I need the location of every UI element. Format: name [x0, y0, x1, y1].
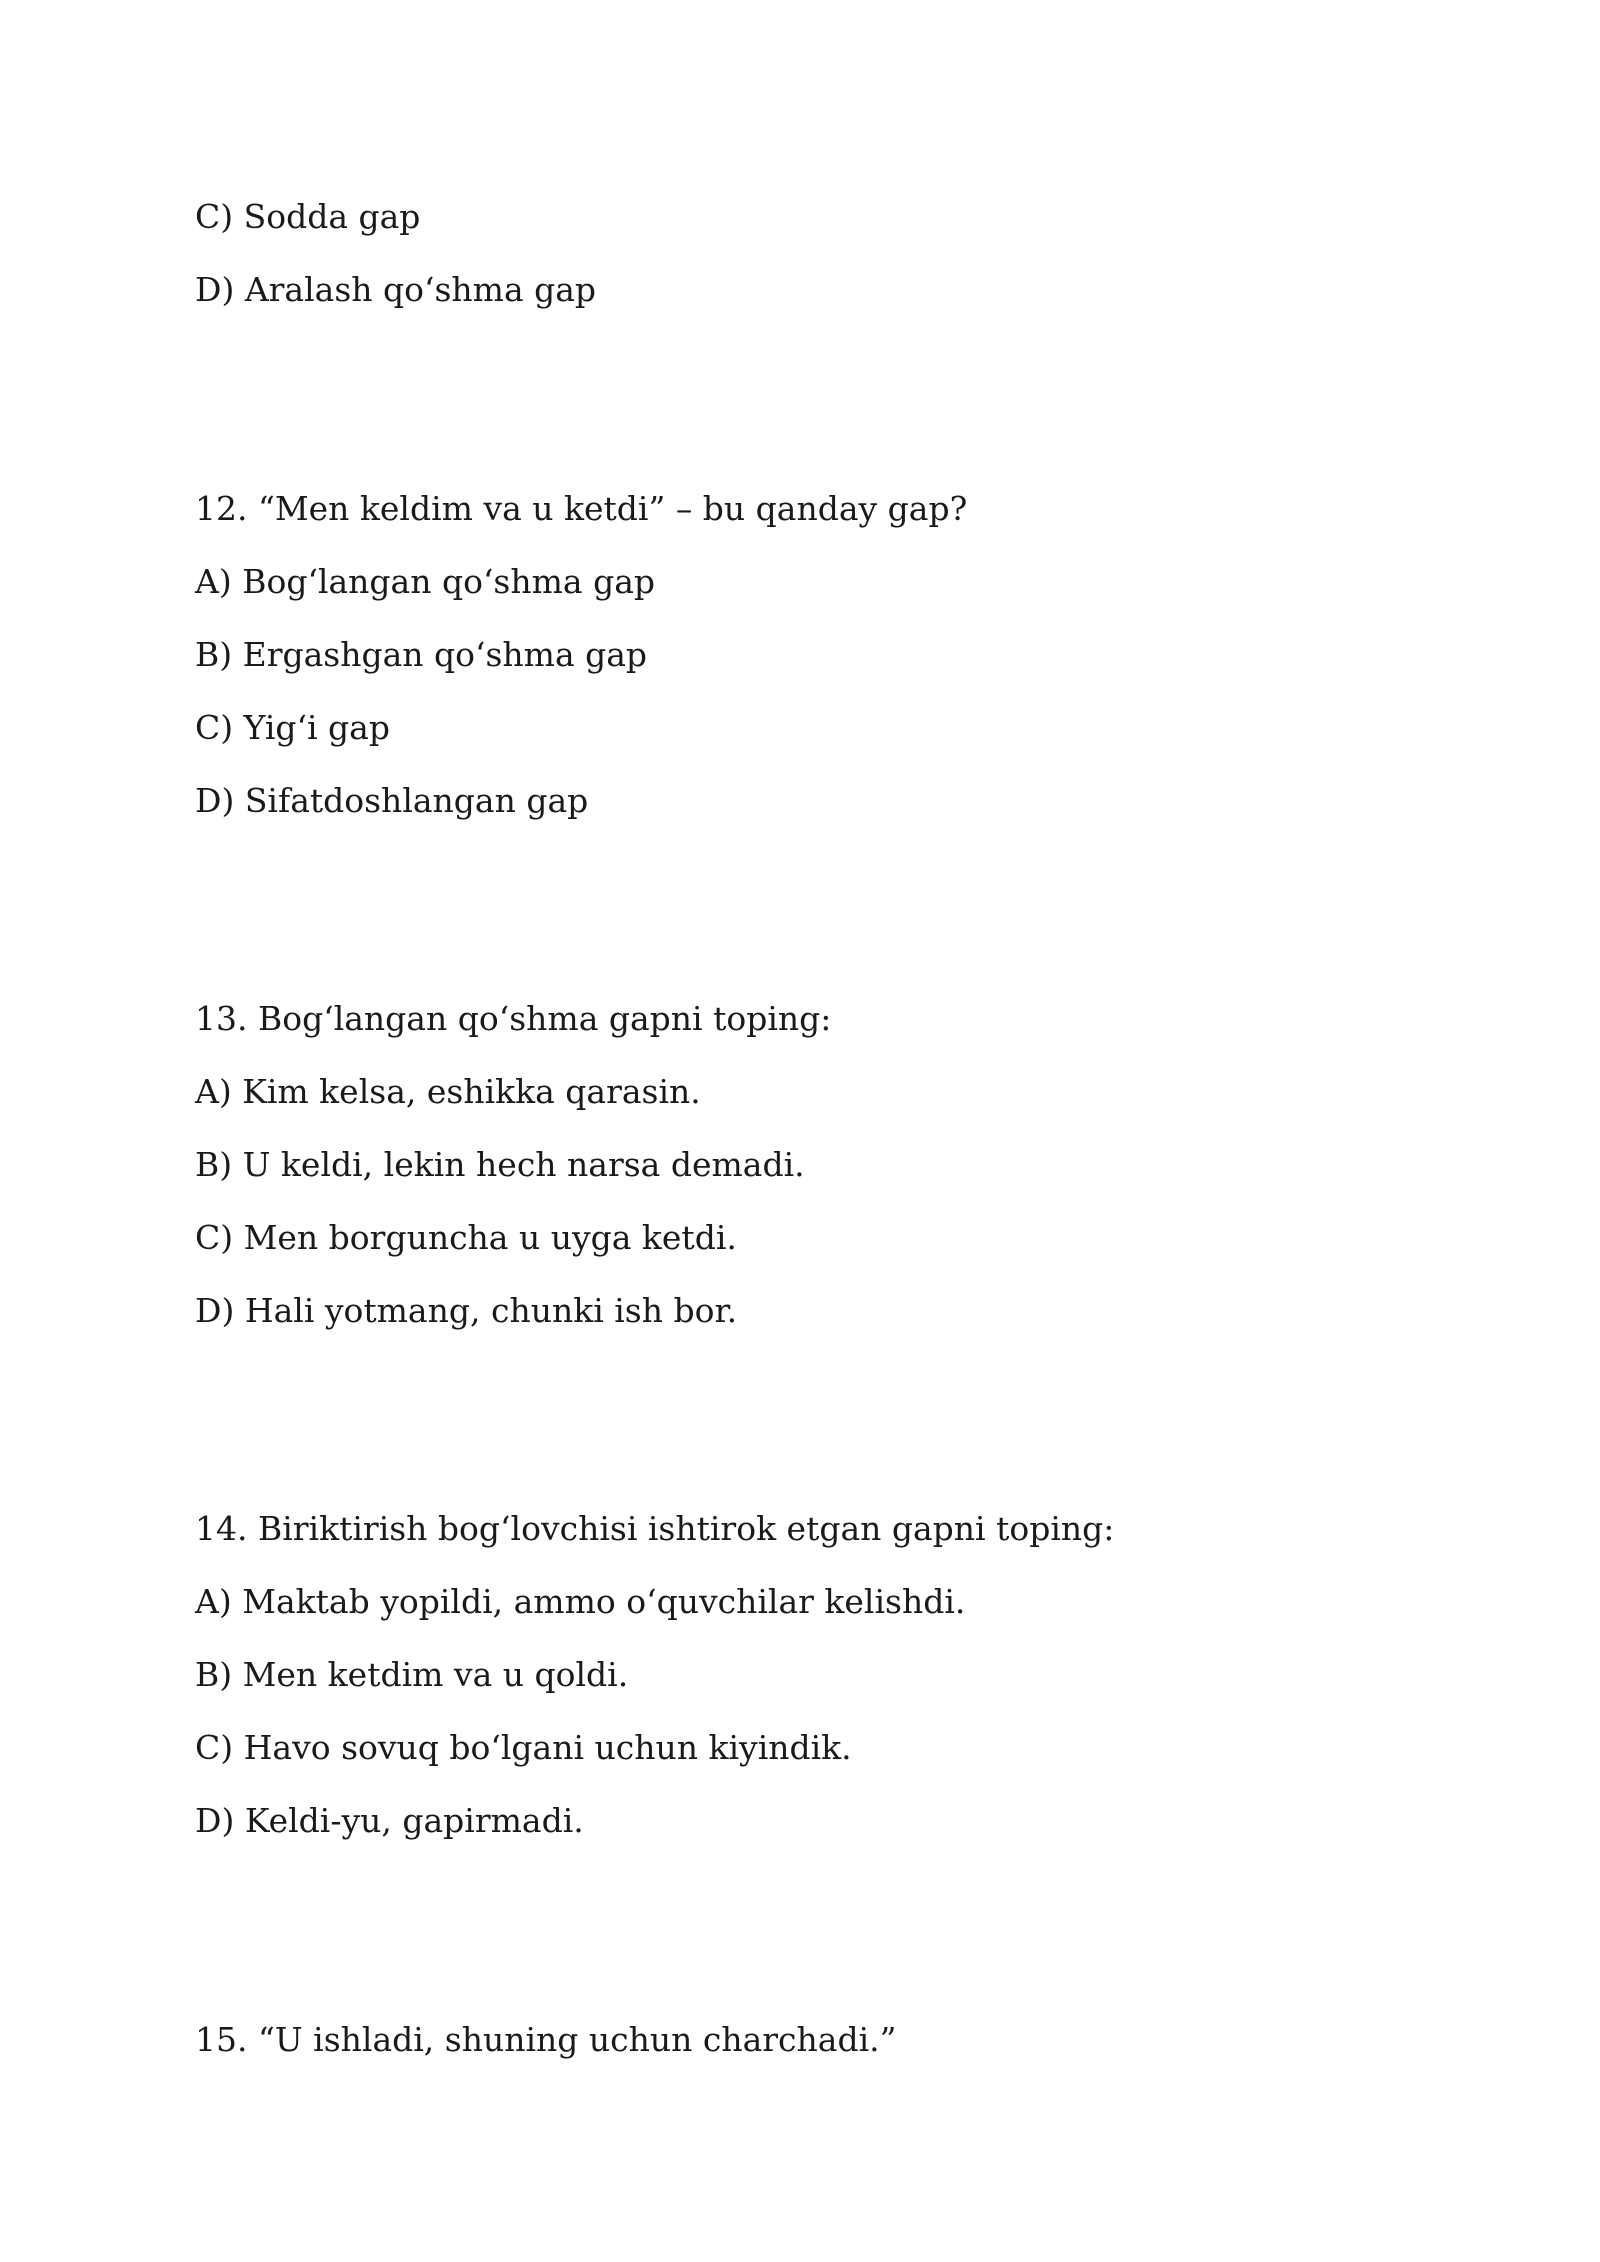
option-c-q12: C) Yig‘i gap [195, 708, 390, 747]
option-d-q11: D) Aralash qo‘shma gap [195, 270, 597, 309]
question-13: 13. Bog‘langan qo‘shma gapni toping: [195, 999, 832, 1038]
option-c-q14: C) Havo sovuq bo‘lgani uchun kiyindik. [195, 1728, 852, 1767]
option-b-q14: B) Men ketdim va u qoldi. [195, 1655, 629, 1694]
option-d-q14: D) Keldi-yu, gapirmadi. [195, 1801, 584, 1840]
option-c-q11: C) Sodda gap [195, 197, 421, 236]
option-d-q13: D) Hali yotmang, chunki ish bor. [195, 1291, 738, 1330]
option-a-q14: A) Maktab yopildi, ammo o‘quvchilar kelishdi. [195, 1582, 966, 1621]
question-12: 12. “Men keldim va u ketdi” – bu qanday gap? [195, 489, 968, 528]
option-a-q13: A) Kim kelsa, eshikka qarasin. [195, 1072, 701, 1111]
option-c-q13: C) Men borguncha u uyga ketdi. [195, 1218, 737, 1257]
option-b-q13: B) U keldi, lekin hech narsa demadi. [195, 1145, 805, 1184]
question-15: 15. “U ishladi, shuning uchun charchadi.” [195, 2020, 897, 2059]
option-d-q12: D) Sifatdoshlangan gap [195, 781, 589, 820]
option-b-q12: B) Ergashgan qo‘shma gap [195, 635, 648, 674]
option-a-q12: A) Bog‘langan qo‘shma gap [195, 562, 656, 601]
question-14: 14. Biriktirish bog‘lovchisi ishtirok etgan gapni toping: [195, 1509, 1115, 1548]
